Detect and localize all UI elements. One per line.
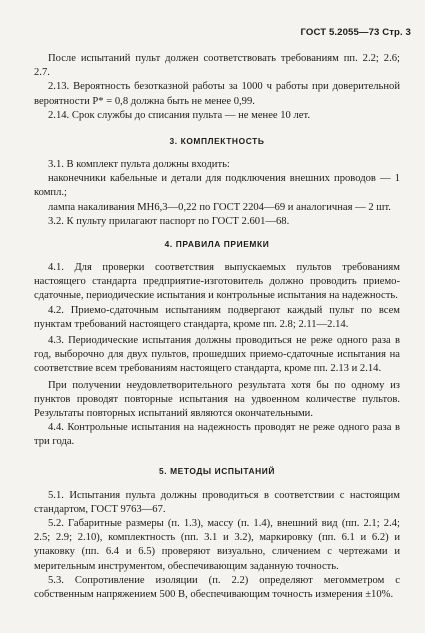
paragraph: 2.13. Вероятность безотказной работы за 1000 ч работы при доверительной вероятности P* = 0,8 должна быть не менее 0,99. (34, 81, 400, 107)
paragraph: лампа накаливания МН6,3—0,22 по ГОСТ 2204—69 и аналогичная — 2 шт. (48, 201, 391, 213)
paragraph: 4.1. Для проверки соответствия выпускаемых пультов требованиям настоящего стандарта предприятие-изготовитель должно проводить приемо-сдаточные, периодические испытания и контрольные испытания на надежность. (34, 262, 400, 302)
paragraph: 5.3. Сопротивление изоляции (п. 2.2) определяют мегомметром с собственным напряжением 500 В, обеспечивающим точность измерения ±10%. (34, 574, 400, 601)
section-heading: 4. ПРАВИЛА ПРИЕМКИ (164, 239, 270, 250)
running-header: ГОСТ 5.2055—73 Стр. 3 (300, 27, 411, 38)
paragraph: 3.1. В комплект пульта должны входить: (48, 159, 230, 171)
paragraph: 4.4. Контрольные испытания на надежность проводят не реже одного раза в три года. (34, 422, 400, 448)
paragraph: 5.2. Габаритные размеры (п. 1.3), массу (п. 1.4), внешний вид (пп. 2.1; 2.4; 2.5; 2.9; 2.10), комплектность (пп. 3.1 и 3.2), маркировку (пп. 6.1 и 6.2) и упаковку (пп. 6.4 и 6.5) проверяют визуально, сличением с чертежами и мерительным инструментом, обеспечивающим заданную точность. (34, 518, 400, 572)
paragraph: 4.2. Приемо-сдаточным испытаниям подвергают каждый пульт по всем пунктам требований настоящего стандарта, кроме пп. 2.8; 2.11—2.14. (34, 304, 400, 330)
section-heading: 5. МЕТОДЫ ИСПЫТАНИЙ (158, 465, 276, 476)
paragraph: После испытаний пульт должен соответствовать требованиям пп. 2.2; 2.6; 2.7. (34, 53, 400, 79)
paragraph: 2.14. Срок службы до списания пульта — не менее 10 лет. (48, 109, 310, 121)
paragraph: 5.1. Испытания пульта должны проводиться в соответствии с настоящим стандартом, ГОСТ 9763—67. (34, 489, 400, 515)
section-heading: 3. КОМПЛЕКТНОСТЬ (169, 136, 265, 147)
paragraph: 3.2. К пульту прилагают паспорт по ГОСТ 2.601—68. (48, 215, 290, 227)
paragraph: 4.3. Периодические испытания должны проводиться не реже одного раза в год, выборочно для двух пультов, прошедших приемо-сдаточные испытания на соответствие всем требованиям настоящего стандарта, кроме пп. 2.13 и 2.14. (34, 335, 400, 375)
paragraph: При получении неудовлетворительного результата хотя бы по одному из пунктов проводят повторные испытания на удвоенном количестве пультов. Результаты повторных испытаний являются окончательными. (34, 379, 400, 420)
paragraph: наконечники кабельные и детали для подключения внешних проводов — 1 компл.; (34, 173, 400, 199)
document-body (34, 52, 400, 602)
